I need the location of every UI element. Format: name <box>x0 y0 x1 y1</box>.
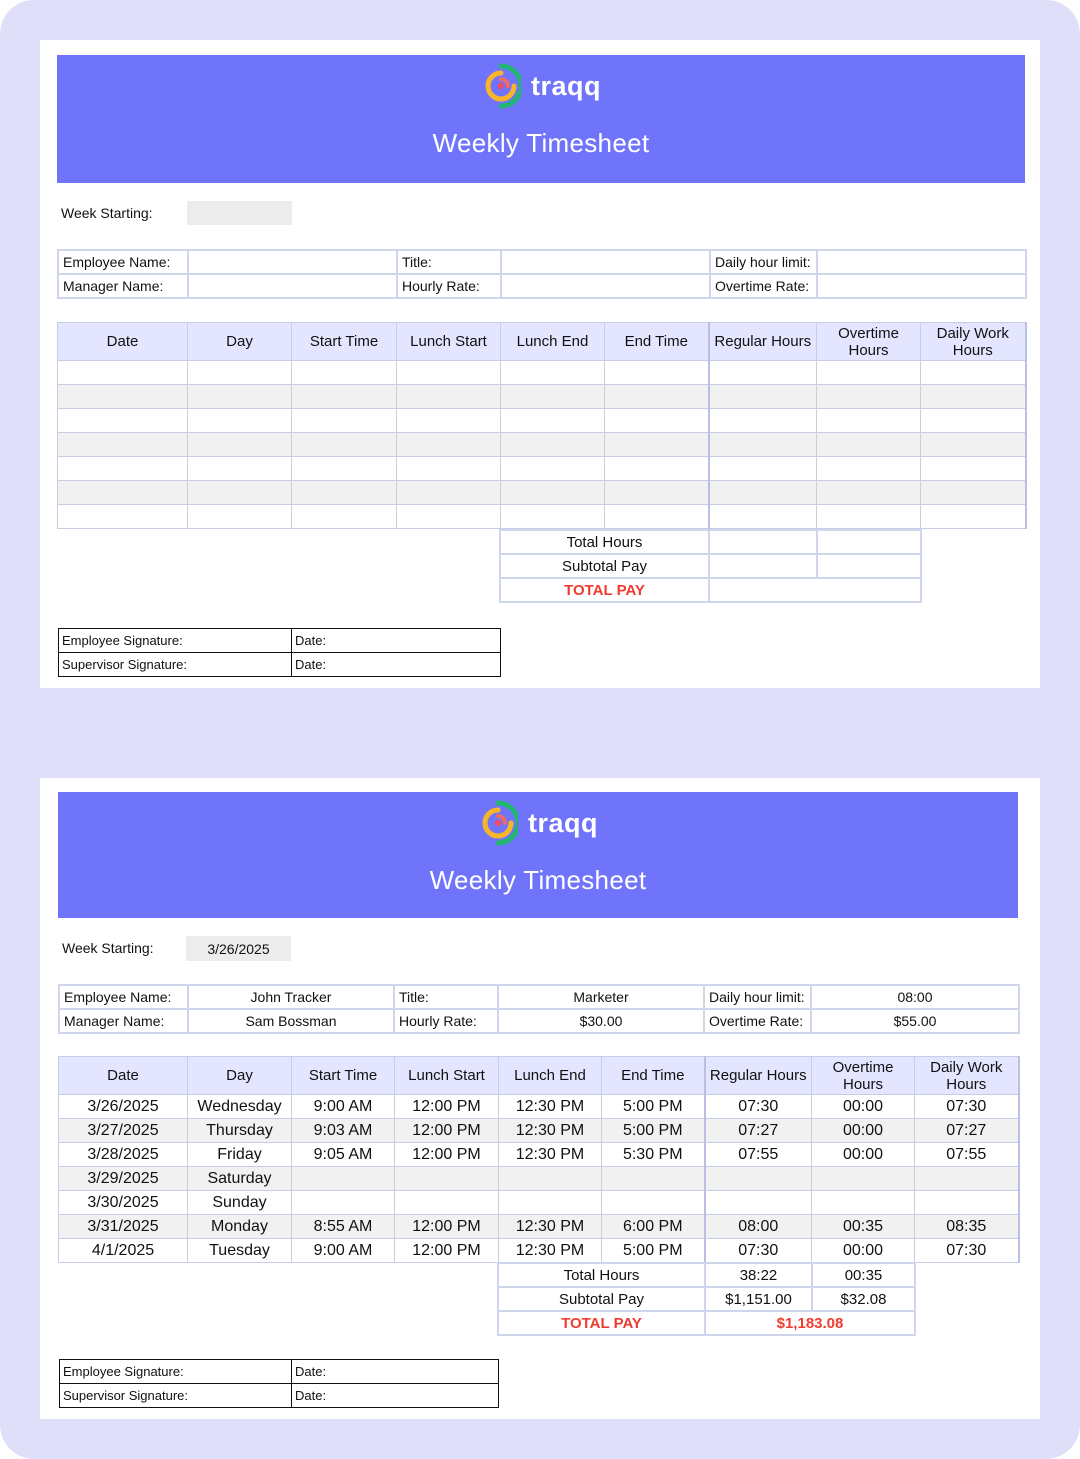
overtime-hours-cell[interactable] <box>817 457 921 481</box>
date-cell[interactable] <box>58 457 188 481</box>
filled-timesheet <box>40 778 1040 1419</box>
week-starting-label: Week Starting: <box>61 205 153 221</box>
col-header-lunch-end: Lunch End <box>501 323 605 361</box>
regular-hours-cell[interactable] <box>709 361 817 385</box>
start-time-cell[interactable] <box>292 385 397 409</box>
regular-hours-cell[interactable]: 07:30 <box>705 1239 812 1263</box>
col-header-lunch-end: Lunch End <box>499 1057 602 1095</box>
daily-work-hours-cell[interactable]: 07:30 <box>915 1239 1019 1263</box>
daily-work-hours-cell[interactable] <box>921 457 1026 481</box>
lunch-start-cell[interactable] <box>397 457 501 481</box>
lunch-start-cell[interactable]: 12:00 PM <box>395 1215 499 1239</box>
daily-work-hours-cell[interactable] <box>921 433 1026 457</box>
col-header-lunch-start: Lunch Start <box>395 1057 499 1095</box>
regular-hours-cell[interactable] <box>709 505 817 529</box>
date-cell[interactable]: 3/28/2025 <box>59 1143 188 1167</box>
lunch-start-cell[interactable] <box>397 505 501 529</box>
day-cell[interactable]: Wednesday <box>188 1095 292 1119</box>
table-row <box>59 1167 1019 1191</box>
subtotal-regular-pay[interactable]: $1,151.00 <box>705 1287 812 1311</box>
start-time-cell[interactable]: 9:00 AM <box>292 1239 395 1263</box>
overtime-hours-cell[interactable] <box>817 361 921 385</box>
col-header-overtime-hours: Overtime Hours <box>812 1057 915 1095</box>
header-banner <box>57 55 1025 183</box>
start-time-cell[interactable] <box>292 457 397 481</box>
table-row <box>58 385 1026 409</box>
end-time-cell[interactable] <box>605 433 709 457</box>
employee-info-table <box>57 249 1027 299</box>
total-regular-hours[interactable] <box>709 530 817 554</box>
end-time-cell[interactable] <box>602 1191 705 1215</box>
total-pay-label: TOTAL PAY <box>498 1311 705 1335</box>
lunch-start-cell[interactable] <box>397 361 501 385</box>
col-header-regular-hours: Regular Hours <box>705 1057 812 1095</box>
lunch-start-cell[interactable]: 12:00 PM <box>395 1119 499 1143</box>
daily-hour-limit-field[interactable] <box>817 250 1026 274</box>
end-time-cell[interactable]: 5:00 PM <box>602 1239 705 1263</box>
overtime-rate-label: Overtime Rate: <box>710 274 817 298</box>
page-title: Weekly Timesheet <box>429 865 647 895</box>
start-time-cell[interactable] <box>292 505 397 529</box>
overtime-hours-cell[interactable]: 00:00 <box>812 1119 915 1143</box>
regular-hours-cell[interactable]: 07:55 <box>705 1143 812 1167</box>
lunch-end-cell[interactable] <box>499 1191 602 1215</box>
end-time-cell[interactable] <box>605 505 709 529</box>
daily-work-hours-cell[interactable]: 07:27 <box>915 1119 1019 1143</box>
title-label: Title: <box>394 985 498 1009</box>
day-cell[interactable]: Tuesday <box>188 1239 292 1263</box>
start-time-cell[interactable] <box>292 481 397 505</box>
end-time-cell[interactable]: 5:00 PM <box>602 1119 705 1143</box>
employee-signature-field[interactable]: Employee Signature: <box>59 629 292 653</box>
end-time-cell[interactable] <box>605 385 709 409</box>
lunch-end-cell[interactable] <box>501 385 605 409</box>
day-cell[interactable]: Saturday <box>188 1167 292 1191</box>
regular-hours-cell[interactable] <box>705 1191 812 1215</box>
daily-work-hours-cell[interactable]: 07:30 <box>915 1095 1019 1119</box>
table-row <box>58 361 1026 385</box>
employee-signature-date[interactable]: Date: <box>292 629 501 653</box>
end-time-cell[interactable]: 5:30 PM <box>602 1143 705 1167</box>
overtime-hours-cell[interactable]: 00:00 <box>812 1239 915 1263</box>
week-starting-field[interactable]: 3/26/2025 <box>186 936 291 961</box>
regular-hours-cell[interactable] <box>705 1167 812 1191</box>
lunch-end-cell[interactable] <box>501 457 605 481</box>
overtime-hours-cell[interactable] <box>812 1191 915 1215</box>
lunch-end-cell[interactable]: 12:30 PM <box>499 1239 602 1263</box>
col-header-regular-hours: Regular Hours <box>709 323 817 361</box>
subtotal-overtime-pay[interactable] <box>817 554 921 578</box>
day-cell[interactable]: Monday <box>188 1215 292 1239</box>
lunch-start-cell[interactable] <box>397 409 501 433</box>
total-overtime-hours[interactable] <box>817 530 921 554</box>
overtime-hours-cell[interactable]: 00:00 <box>812 1143 915 1167</box>
date-cell[interactable]: 3/26/2025 <box>59 1095 188 1119</box>
end-time-cell[interactable] <box>605 409 709 433</box>
employee-name-field[interactable]: John Tracker <box>188 985 394 1009</box>
end-time-cell[interactable]: 6:00 PM <box>602 1215 705 1239</box>
col-header-end-time: End Time <box>605 323 709 361</box>
daily-work-hours-cell[interactable]: 07:55 <box>915 1143 1019 1167</box>
supervisor-signature-date[interactable]: Date: <box>292 1384 499 1408</box>
date-cell[interactable]: 3/27/2025 <box>59 1119 188 1143</box>
lunch-start-cell[interactable] <box>397 481 501 505</box>
table-row <box>58 457 1026 481</box>
table-row <box>58 481 1026 505</box>
day-cell[interactable]: Friday <box>188 1143 292 1167</box>
overtime-hours-cell[interactable] <box>817 409 921 433</box>
lunch-end-cell[interactable]: 12:30 PM <box>499 1119 602 1143</box>
total-overtime-hours[interactable]: 00:35 <box>812 1263 915 1287</box>
end-time-cell[interactable]: 5:00 PM <box>602 1095 705 1119</box>
table-row <box>59 1191 1019 1215</box>
blank-timesheet <box>40 40 1040 688</box>
hourly-rate-label: Hourly Rate: <box>394 1009 498 1033</box>
hourly-rate-label: Hourly Rate: <box>397 274 501 298</box>
start-time-cell[interactable] <box>292 1191 395 1215</box>
daily-hour-limit-label: Daily hour limit: <box>710 250 817 274</box>
lunch-start-cell[interactable] <box>395 1167 499 1191</box>
lunch-start-cell[interactable]: 12:00 PM <box>395 1239 499 1263</box>
lunch-start-cell[interactable]: 12:00 PM <box>395 1095 499 1119</box>
overtime-hours-cell[interactable] <box>817 505 921 529</box>
start-time-cell[interactable]: 8:55 AM <box>292 1215 395 1239</box>
daily-work-hours-cell[interactable] <box>921 481 1026 505</box>
table-row <box>59 1119 1019 1143</box>
brand-logo <box>481 62 601 110</box>
timesheet-table <box>57 322 1027 529</box>
overtime-rate-field[interactable]: $55.00 <box>811 1009 1019 1033</box>
title-field[interactable]: Marketer <box>498 985 704 1009</box>
supervisor-signature-field[interactable]: Supervisor Signature: <box>59 653 292 677</box>
total-pay-label: TOTAL PAY <box>500 578 709 602</box>
col-header-start-time: Start Time <box>292 323 397 361</box>
totals-table <box>497 1262 916 1336</box>
traqq-logo-icon <box>481 62 521 110</box>
daily-hour-limit-field[interactable]: 08:00 <box>811 985 1019 1009</box>
date-cell[interactable]: 3/29/2025 <box>59 1167 188 1191</box>
manager-name-label: Manager Name: <box>59 1009 188 1033</box>
regular-hours-cell[interactable] <box>709 481 817 505</box>
overtime-rate-field[interactable] <box>817 274 1026 298</box>
table-row <box>59 1143 1019 1167</box>
daily-work-hours-cell[interactable] <box>921 409 1026 433</box>
total-hours-label: Total Hours <box>500 530 709 554</box>
employee-name-field[interactable] <box>188 250 397 274</box>
day-cell[interactable] <box>188 481 292 505</box>
table-row <box>58 505 1026 529</box>
daily-work-hours-cell[interactable] <box>921 361 1026 385</box>
start-time-cell[interactable]: 9:05 AM <box>292 1143 395 1167</box>
regular-hours-cell[interactable] <box>709 409 817 433</box>
week-starting-label: Week Starting: <box>62 940 154 956</box>
subtotal-regular-pay[interactable] <box>709 554 817 578</box>
week-starting-field[interactable] <box>187 201 292 225</box>
regular-hours-cell[interactable] <box>709 385 817 409</box>
overtime-hours-cell[interactable] <box>812 1167 915 1191</box>
start-time-cell[interactable] <box>292 1167 395 1191</box>
day-cell[interactable] <box>188 385 292 409</box>
date-cell[interactable] <box>58 385 188 409</box>
subtotal-pay-label: Subtotal Pay <box>498 1287 705 1311</box>
col-header-day: Day <box>188 1057 292 1095</box>
start-time-cell[interactable]: 9:03 AM <box>292 1119 395 1143</box>
regular-hours-cell[interactable] <box>709 457 817 481</box>
col-header-daily-work-hours: Daily Work Hours <box>921 323 1026 361</box>
date-cell[interactable]: 3/31/2025 <box>59 1215 188 1239</box>
supervisor-signature-date[interactable]: Date: <box>292 653 501 677</box>
lunch-start-cell[interactable]: 12:00 PM <box>395 1143 499 1167</box>
date-cell[interactable]: 3/30/2025 <box>59 1191 188 1215</box>
col-header-daily-work-hours: Daily Work Hours <box>915 1057 1019 1095</box>
daily-work-hours-cell[interactable] <box>921 505 1026 529</box>
lunch-end-cell[interactable]: 12:30 PM <box>499 1143 602 1167</box>
start-time-cell[interactable] <box>292 433 397 457</box>
employee-name-label: Employee Name: <box>58 250 188 274</box>
regular-hours-cell[interactable] <box>709 433 817 457</box>
supervisor-signature-field[interactable]: Supervisor Signature: <box>60 1384 292 1408</box>
total-regular-hours[interactable]: 38:22 <box>705 1263 812 1287</box>
employee-name-label: Employee Name: <box>59 985 188 1009</box>
start-time-cell[interactable] <box>292 361 397 385</box>
lunch-end-cell[interactable] <box>499 1167 602 1191</box>
day-cell[interactable] <box>188 505 292 529</box>
hourly-rate-field[interactable] <box>501 274 710 298</box>
lunch-end-cell[interactable] <box>501 505 605 529</box>
lunch-end-cell[interactable] <box>501 481 605 505</box>
col-header-overtime-hours: Overtime Hours <box>817 323 921 361</box>
lunch-start-cell[interactable] <box>397 433 501 457</box>
start-time-cell[interactable] <box>292 409 397 433</box>
regular-hours-cell[interactable]: 08:00 <box>705 1215 812 1239</box>
subtotal-overtime-pay[interactable]: $32.08 <box>812 1287 915 1311</box>
hourly-rate-field[interactable]: $30.00 <box>498 1009 704 1033</box>
total-pay-value[interactable] <box>709 578 921 602</box>
overtime-hours-cell[interactable] <box>817 481 921 505</box>
total-pay-value[interactable]: $1,183.08 <box>705 1311 915 1335</box>
lunch-end-cell[interactable]: 12:30 PM <box>499 1215 602 1239</box>
title-field[interactable] <box>501 250 710 274</box>
day-cell[interactable]: Sunday <box>188 1191 292 1215</box>
employee-info-table <box>58 984 1020 1034</box>
date-cell[interactable] <box>58 481 188 505</box>
signature-table <box>59 1359 499 1408</box>
overtime-hours-cell[interactable] <box>817 385 921 409</box>
subtotal-pay-label: Subtotal Pay <box>500 554 709 578</box>
col-header-lunch-start: Lunch Start <box>397 323 501 361</box>
table-row <box>59 1215 1019 1239</box>
col-header-start-time: Start Time <box>292 1057 395 1095</box>
employee-signature-date[interactable]: Date: <box>292 1360 499 1384</box>
manager-name-label: Manager Name: <box>58 274 188 298</box>
manager-name-field[interactable]: Sam Bossman <box>188 1009 394 1033</box>
overtime-rate-label: Overtime Rate: <box>704 1009 811 1033</box>
regular-hours-cell[interactable]: 07:30 <box>705 1095 812 1119</box>
day-cell[interactable] <box>188 457 292 481</box>
brand-logo <box>478 799 598 847</box>
title-label: Title: <box>397 250 501 274</box>
date-cell[interactable] <box>58 409 188 433</box>
start-time-cell[interactable]: 9:00 AM <box>292 1095 395 1119</box>
table-row <box>58 409 1026 433</box>
day-cell[interactable] <box>188 433 292 457</box>
total-hours-label: Total Hours <box>498 1263 705 1287</box>
daily-work-hours-cell[interactable] <box>921 385 1026 409</box>
manager-name-field[interactable] <box>188 274 397 298</box>
date-cell[interactable]: 4/1/2025 <box>59 1239 188 1263</box>
day-cell[interactable] <box>188 361 292 385</box>
col-header-end-time: End Time <box>602 1057 705 1095</box>
overtime-hours-cell[interactable]: 00:35 <box>812 1215 915 1239</box>
end-time-cell[interactable] <box>605 457 709 481</box>
lunch-end-cell[interactable]: 12:30 PM <box>499 1095 602 1119</box>
end-time-cell[interactable] <box>602 1167 705 1191</box>
totals-table <box>499 529 922 603</box>
overtime-hours-cell[interactable] <box>817 433 921 457</box>
date-cell[interactable] <box>58 505 188 529</box>
day-cell[interactable]: Thursday <box>188 1119 292 1143</box>
lunch-start-cell[interactable] <box>397 385 501 409</box>
lunch-end-cell[interactable] <box>501 433 605 457</box>
lunch-end-cell[interactable] <box>501 409 605 433</box>
table-row <box>58 433 1026 457</box>
page-title: Weekly Timesheet <box>432 128 650 158</box>
employee-signature-field[interactable]: Employee Signature: <box>60 1360 292 1384</box>
end-time-cell[interactable] <box>605 481 709 505</box>
overtime-hours-cell[interactable]: 00:00 <box>812 1095 915 1119</box>
date-cell[interactable] <box>58 433 188 457</box>
day-cell[interactable] <box>188 409 292 433</box>
daily-hour-limit-label: Daily hour limit: <box>704 985 811 1009</box>
col-header-day: Day <box>188 323 292 361</box>
header-banner <box>58 792 1018 918</box>
daily-work-hours-cell[interactable] <box>915 1191 1019 1215</box>
regular-hours-cell[interactable]: 07:27 <box>705 1119 812 1143</box>
daily-work-hours-cell[interactable] <box>915 1167 1019 1191</box>
date-cell[interactable] <box>58 361 188 385</box>
table-row <box>59 1095 1019 1119</box>
daily-work-hours-cell[interactable]: 08:35 <box>915 1215 1019 1239</box>
end-time-cell[interactable] <box>605 361 709 385</box>
col-header-date: Date <box>59 1057 188 1095</box>
traqq-logo-icon <box>478 799 518 847</box>
lunch-end-cell[interactable] <box>501 361 605 385</box>
lunch-start-cell[interactable] <box>395 1191 499 1215</box>
table-row <box>59 1239 1019 1263</box>
brand-name: traqq <box>528 807 598 838</box>
signature-table <box>58 628 501 677</box>
timesheet-table <box>58 1056 1020 1263</box>
col-header-date: Date <box>58 323 188 361</box>
brand-name: traqq <box>531 70 601 101</box>
